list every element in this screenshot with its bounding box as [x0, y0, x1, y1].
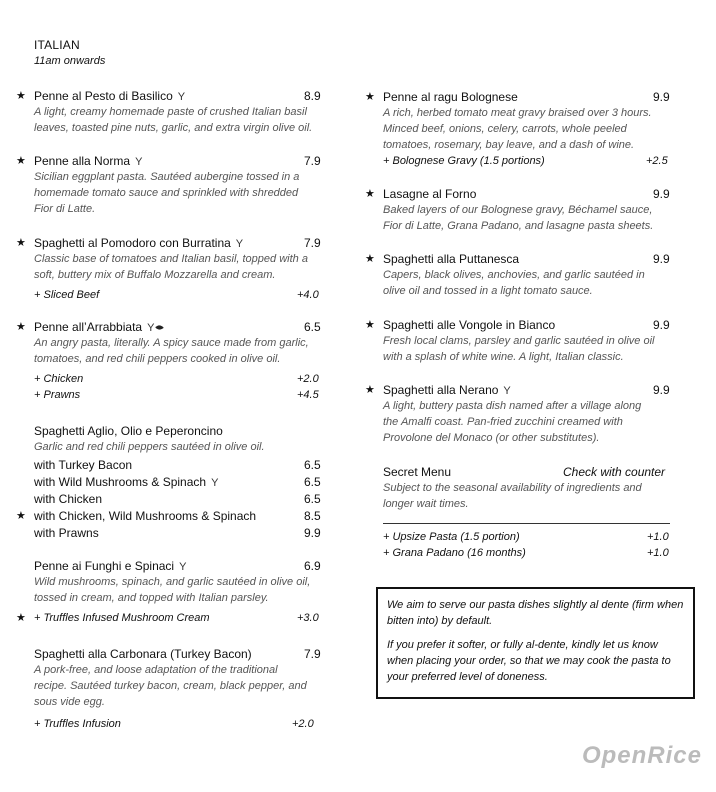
item-price: 7.9 — [304, 236, 321, 250]
extra-grana-padano: + Grana Padano (16 months) +1.0 — [383, 547, 669, 559]
menu-item-nerano — [365, 382, 683, 446]
vegetarian-icon: Y — [211, 477, 219, 489]
addon-truffle-cream: ★ + Truffles Infused Mushroom Cream +3.0 — [16, 612, 319, 624]
menu-item-pesto — [16, 88, 334, 136]
item-price: 9.9 — [653, 90, 670, 104]
item-price: 9.9 — [653, 318, 670, 332]
menu-item-vongole — [365, 317, 683, 365]
secret-menu-title: Secret Menu — [383, 465, 452, 479]
item-price: 7.9 — [304, 647, 321, 661]
menu-item-lasagne — [365, 186, 683, 234]
menu-item-arrabbiata — [16, 319, 334, 403]
variant-wild-mushrooms: with Wild Mushrooms & Spinach Y 6.5 — [34, 475, 321, 489]
doneness-notice — [376, 587, 695, 699]
addon-sliced-beef: + Sliced Beef +4.0 — [34, 289, 319, 301]
item-name: Spaghetti alla Puttanesca — [383, 252, 520, 266]
item-price: 7.9 — [304, 154, 321, 168]
item-name: Spaghetti alle Vongole in Bianco — [383, 318, 556, 332]
item-description: Garlic and red chili peppers sautéed in olive oil. — [34, 441, 265, 453]
item-name: Penne alla Norma — [34, 154, 131, 168]
item-description: Baked layers of our Bolognese gravy, Béchamel sauce, Fior di Latte, Grana Padano, and lasagne pasta sheets. — [383, 204, 654, 232]
menu-item-funghi — [16, 558, 334, 626]
vegetarian-icon: Y — [177, 91, 186, 103]
star-icon: ★ — [16, 510, 26, 522]
item-description: A rich, herbed tomato meat gravy braised over 3 hours. Minced beef, onions, celery, carrots, whole peeled tomatoes, rosemary, bay leave, and a dash of wine. — [383, 107, 652, 151]
item-description: Wild mushrooms, spinach, and garlic sautéed in olive oil, tossed in cream, and topped with Italian parsley. — [34, 576, 311, 604]
secret-menu-description: Subject to the seasonal availability of ingredients and longer wait times. — [383, 482, 642, 510]
item-name: Penne al ragu Bolognese — [383, 90, 518, 104]
secret-menu-note: Check with counter — [563, 465, 666, 479]
star-icon: ★ — [16, 90, 26, 102]
star-icon: ★ — [16, 612, 26, 624]
watermark-logo: OpenRice — [581, 742, 702, 769]
menu-item-puttanesca — [365, 251, 683, 299]
menu-item-carbonara — [34, 646, 334, 732]
item-price: 9.9 — [653, 252, 670, 266]
item-name: Penne al Pesto di Basilico — [34, 89, 173, 103]
item-description: A light, creamy homemade paste of crushed Italian basil leaves, toasted pine nuts, garlic, and extra virgin olive oil. — [34, 106, 313, 134]
star-icon: ★ — [365, 91, 375, 103]
menu-item-aglio-olio — [16, 423, 334, 542]
extras-divider — [383, 523, 670, 524]
menu-item-bolognese — [365, 89, 683, 169]
variant-chicken: with Chicken 6.5 — [34, 492, 321, 506]
addon-truffles-infusion: + Truffles Infusion +2.0 — [34, 718, 314, 730]
item-name: Lasagne al Forno — [383, 187, 477, 201]
secret-menu — [383, 464, 683, 512]
item-description: Classic base of tomatoes and Italian basil, topped with a soft, buttery mix of Buffalo Mozzarella and cream. — [34, 253, 308, 281]
menu-item-pomodoro — [16, 235, 334, 303]
extra-upsize-pasta: + Upsize Pasta (1.5 portion) +1.0 — [383, 531, 669, 543]
item-description: Fresh local clams, parsley and garlic sautéed in olive oil with a splash of white wine. A light, Italian classic. — [383, 335, 655, 363]
variant-chicken-mushrooms-spinach: ★ with Chicken, Wild Mushrooms & Spinach 8.5 — [16, 509, 321, 523]
notice-paragraph-1: We aim to serve our pasta dishes slightly al dente (firm when bitten into) by default. — [387, 599, 684, 627]
item-price: 9.9 — [653, 187, 670, 201]
vegetarian-icon: Y — [135, 156, 143, 168]
item-price: 6.5 — [304, 320, 321, 334]
item-description: An angry pasta, literally. A spicy sauce made from garlic, tomatoes, and red chili peppers cooked in olive oil. — [34, 337, 309, 365]
menu-section-title: ITALIAN — [34, 38, 80, 52]
star-icon: ★ — [365, 384, 375, 396]
item-price: 9.9 — [653, 383, 670, 397]
star-icon: ★ — [365, 253, 375, 265]
star-icon: ★ — [365, 188, 375, 200]
star-icon: ★ — [16, 155, 26, 167]
notice-paragraph-2: If you prefer it softer, or fully al-dente, kindly let us know when placing your order, so that we may cook the pasta to your preferred level of doneness. — [387, 639, 671, 683]
star-icon: ★ — [16, 237, 26, 249]
item-description: A pork-free, and loose adaptation of the traditional recipe. Sautéed turkey bacon, cream, black pepper, and sous vide egg. — [34, 664, 307, 708]
item-price: 6.9 — [304, 559, 321, 573]
vegetarian-icon: Y — [503, 385, 511, 397]
item-price: 8.9 — [304, 89, 321, 103]
item-description: A light, buttery pasta dish named after a village along the Amalfi coast. Pan-fried zucchini creamed with Provolone del Monaco (or other substitutes). — [383, 400, 642, 444]
item-name: Penne ai Funghi e Spinaci — [34, 559, 175, 573]
star-icon: ★ — [16, 321, 26, 333]
addon-prawns: + Prawns +4.5 — [34, 389, 319, 401]
variant-prawns: with Prawns 9.9 — [34, 526, 321, 540]
vegetarian-icon: Y — [147, 322, 155, 334]
item-name: Spaghetti Aglio, Olio e Peperoncino — [34, 424, 223, 438]
item-name: Spaghetti alla Nerano — [383, 383, 499, 397]
item-name: Spaghetti al Pomodoro con Burratina — [34, 236, 231, 250]
menu-section-hours: 11am onwards — [34, 55, 106, 67]
star-icon: ★ — [365, 319, 375, 331]
item-name: Spaghetti alla Carbonara (Turkey Bacon) — [34, 647, 252, 661]
addon-bolognese-gravy: + Bolognese Gravy (1.5 portions) +2.5 — [383, 155, 668, 167]
vegetarian-icon: Y — [179, 561, 187, 573]
item-name: Penne all’Arrabbiata — [34, 320, 143, 334]
extras-list — [383, 529, 683, 561]
item-description: Sicilian eggplant pasta. Sautéed aubergine tossed in a homemade tomato sauce and sprinkled with shredded Fior di Latte. — [34, 171, 300, 215]
menu-item-norma — [16, 153, 334, 217]
chili-icon — [156, 324, 165, 332]
addon-chicken: + Chicken +2.0 — [34, 373, 319, 385]
vegetarian-icon: Y — [235, 238, 244, 250]
variant-turkey-bacon: with Turkey Bacon 6.5 — [34, 458, 321, 472]
item-description: Capers, black olives, anchovies, and garlic sautéed in olive oil and tossed in a light tomato sauce. — [383, 269, 645, 297]
